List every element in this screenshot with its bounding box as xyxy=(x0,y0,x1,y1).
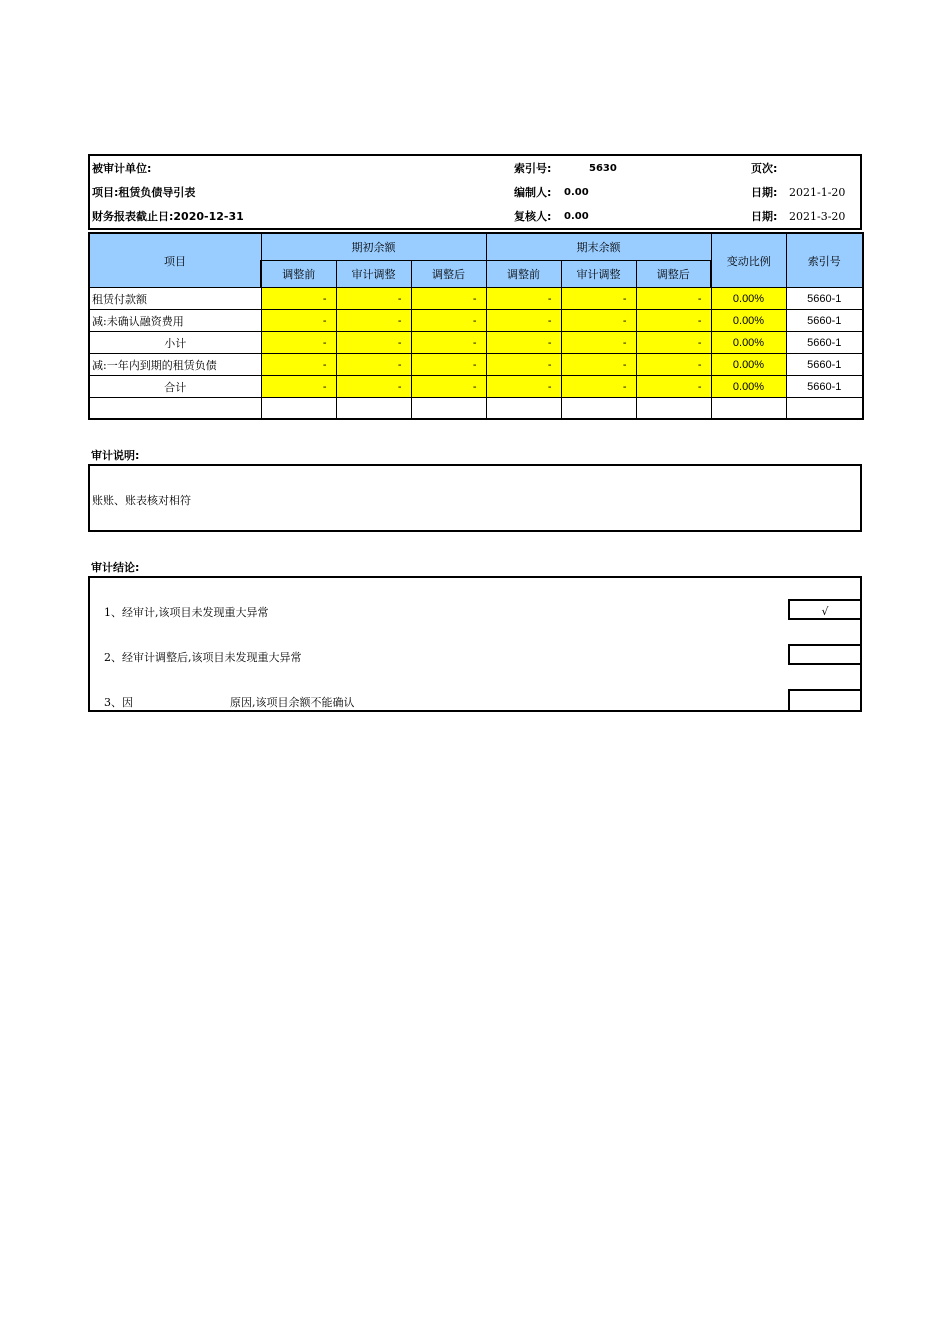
cell-value[interactable]: - xyxy=(486,288,561,310)
cell-index-no[interactable]: 5660-1 xyxy=(786,310,863,332)
empty-cell[interactable] xyxy=(786,398,863,420)
preparer-label: 编制人: xyxy=(514,186,552,199)
cell-value[interactable]: - xyxy=(636,288,711,310)
table-row xyxy=(89,310,863,332)
empty-cell[interactable] xyxy=(89,398,261,420)
cell-value[interactable]: - xyxy=(261,376,336,398)
col-header-begin-audit: 审计调整 xyxy=(336,261,411,288)
col-header-begin-after: 调整后 xyxy=(411,261,486,288)
project-label: 项目:租赁负债导引表 xyxy=(92,186,196,199)
table-row xyxy=(89,354,863,376)
index-no-label: 索引号: xyxy=(514,162,552,175)
table-row-empty xyxy=(89,398,863,420)
col-header-end-after: 调整后 xyxy=(636,261,711,288)
cell-value[interactable]: - xyxy=(561,288,636,310)
row-label: 减:一年内到期的租赁负债 xyxy=(89,354,261,376)
cell-value[interactable]: - xyxy=(411,288,486,310)
cell-value[interactable]: - xyxy=(636,310,711,332)
cell-change-ratio[interactable]: 0.00% xyxy=(711,332,786,354)
cell-value[interactable]: - xyxy=(411,376,486,398)
row-label: 小计 xyxy=(89,332,261,354)
cell-index-no[interactable]: 5660-1 xyxy=(786,332,863,354)
cell-value[interactable]: - xyxy=(336,288,411,310)
cell-value[interactable]: - xyxy=(486,310,561,332)
conclusion-item-3-prefix: 3、因 xyxy=(104,696,133,709)
table-row xyxy=(89,288,863,310)
empty-cell[interactable] xyxy=(711,398,786,420)
audit-notes-box[interactable] xyxy=(88,464,862,532)
cell-value[interactable]: - xyxy=(336,354,411,376)
audit-conclusion-label: 审计结论: xyxy=(91,561,140,574)
preparer-value: 0.00 xyxy=(564,187,589,198)
cell-value[interactable]: - xyxy=(336,376,411,398)
cell-index-no[interactable]: 5660-1 xyxy=(786,376,863,398)
index-no-value: 5630 xyxy=(589,163,617,174)
cell-value[interactable]: - xyxy=(336,310,411,332)
cell-value[interactable]: - xyxy=(561,376,636,398)
table-row xyxy=(89,332,863,354)
empty-cell[interactable] xyxy=(486,398,561,420)
audit-conclusion-box xyxy=(88,576,862,712)
header-block xyxy=(88,154,862,230)
conclusion-item-1: 1、经审计,该项目未发现重大异常 xyxy=(104,606,269,619)
empty-cell[interactable] xyxy=(636,398,711,420)
cell-change-ratio[interactable]: 0.00% xyxy=(711,354,786,376)
cell-value[interactable]: - xyxy=(486,376,561,398)
cell-value[interactable]: - xyxy=(261,310,336,332)
conclusion-check-3[interactable] xyxy=(788,689,862,710)
col-header-item: 项目 xyxy=(89,233,261,288)
cell-value[interactable]: - xyxy=(561,354,636,376)
table-row xyxy=(89,376,863,398)
col-group-ending-balance: 期末余额 xyxy=(486,233,711,261)
audit-notes-text: 账账、账表核对相符 xyxy=(92,494,191,507)
col-header-begin-before: 调整前 xyxy=(261,261,336,288)
cell-value[interactable]: - xyxy=(261,332,336,354)
cell-value[interactable]: - xyxy=(261,354,336,376)
conclusion-item-2: 2、经审计调整后,该项目未发现重大异常 xyxy=(104,651,302,664)
empty-cell[interactable] xyxy=(411,398,486,420)
page-no-label: 页次: xyxy=(751,162,778,175)
conclusion-check-2[interactable] xyxy=(788,644,862,665)
empty-cell[interactable] xyxy=(336,398,411,420)
col-header-end-before: 调整前 xyxy=(486,261,561,288)
audited-unit-label: 被审计单位: xyxy=(92,162,152,175)
cell-value[interactable]: - xyxy=(486,332,561,354)
cell-change-ratio[interactable]: 0.00% xyxy=(711,310,786,332)
cell-index-no[interactable]: 5660-1 xyxy=(786,354,863,376)
cell-value[interactable]: - xyxy=(561,332,636,354)
col-header-index-no: 索引号 xyxy=(786,233,863,288)
row-label: 减:未确认融资费用 xyxy=(89,310,261,332)
reviewer-value: 0.00 xyxy=(564,211,589,222)
cell-value[interactable]: - xyxy=(636,354,711,376)
col-group-beginning-balance: 期初余额 xyxy=(261,233,486,261)
col-header-end-audit: 审计调整 xyxy=(561,261,636,288)
date-value-1: 2021-1-20 xyxy=(789,186,846,199)
conclusion-item-3-suffix: 原因,该项目余额不能确认 xyxy=(230,696,355,709)
row-label: 合计 xyxy=(89,376,261,398)
cell-value[interactable]: - xyxy=(411,332,486,354)
empty-cell[interactable] xyxy=(561,398,636,420)
reviewer-label: 复核人: xyxy=(514,210,552,223)
date-label-2: 日期: xyxy=(751,210,778,223)
empty-cell[interactable] xyxy=(261,398,336,420)
cell-value[interactable]: - xyxy=(486,354,561,376)
cell-change-ratio[interactable]: 0.00% xyxy=(711,288,786,310)
col-header-change-ratio: 变动比例 xyxy=(711,233,786,288)
cell-value[interactable]: - xyxy=(336,332,411,354)
lease-liability-table xyxy=(88,232,864,420)
cell-value[interactable]: - xyxy=(411,354,486,376)
cell-value[interactable]: - xyxy=(561,310,636,332)
date-value-2: 2021-3-20 xyxy=(789,210,846,223)
date-label-1: 日期: xyxy=(751,186,778,199)
cell-index-no[interactable]: 5660-1 xyxy=(786,288,863,310)
conclusion-check-1[interactable]: √ xyxy=(788,599,862,620)
row-label: 租赁付款额 xyxy=(89,288,261,310)
cell-value[interactable]: - xyxy=(636,376,711,398)
cell-value[interactable]: - xyxy=(261,288,336,310)
cell-value[interactable]: - xyxy=(411,310,486,332)
cell-value[interactable]: - xyxy=(636,332,711,354)
audit-notes-label: 审计说明: xyxy=(91,449,140,462)
cell-change-ratio[interactable]: 0.00% xyxy=(711,376,786,398)
period-end-label: 财务报表截止日:2020-12-31 xyxy=(92,210,244,223)
